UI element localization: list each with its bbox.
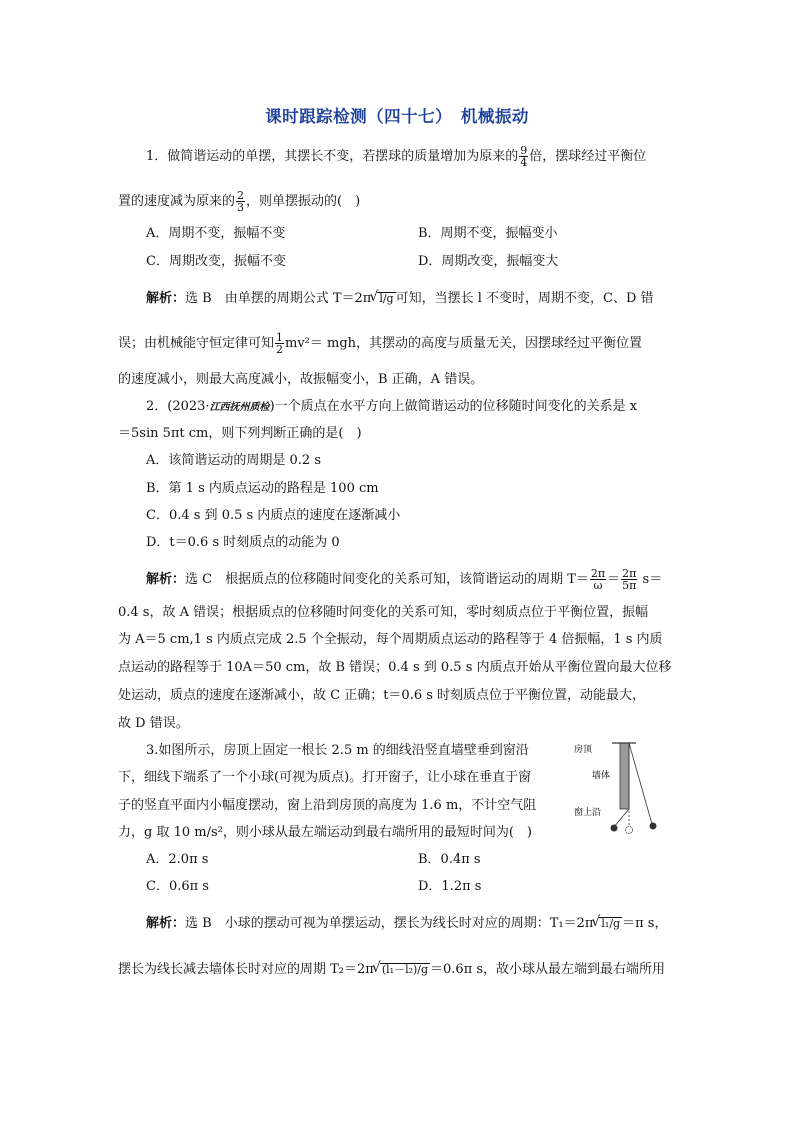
q3-option-c: C．0.6π s (146, 879, 209, 894)
q1-sqrt: √ l/g (377, 292, 395, 305)
q2-option-a: A．该简谐运动的周期是 0.2 s (146, 453, 321, 468)
q1-text-b: 倍，摆球经过平衡位 (529, 149, 647, 164)
pendulum-figure (572, 740, 672, 835)
frac-num: 2π (590, 567, 606, 580)
q1-text-d: ，则单摆振动的( ) (246, 194, 361, 209)
frac-num: 9 (520, 144, 528, 157)
q2-option-b: B．第 1 s 内质点运动的路程是 100 cm (146, 481, 379, 496)
q2-answer-line5: 处运动，质点的速度在逐渐减小，故 C 正确；t＝0.6 s 时刻质点位于平衡位置，动能最大， (118, 688, 646, 703)
q2-source: 江西抚州质检 (209, 402, 270, 413)
fig-label-roof: 房顶 (574, 744, 593, 754)
q1-ans-fraction (275, 332, 284, 355)
q2-ans-fraction1 (590, 568, 606, 591)
frac-den: 2 (276, 343, 284, 356)
ball-right (650, 823, 657, 830)
fig-label-window: 窗上沿 (574, 807, 602, 817)
ball-rest (626, 827, 633, 834)
q2-ans-text: ＝ (607, 572, 621, 587)
answer-label: 解析： (146, 916, 186, 931)
frac-num: 2π (622, 567, 637, 580)
q2-stem-line1 (146, 397, 706, 418)
frac-den: 5π (622, 579, 637, 592)
q3-stem-line2: 下，细线下端系了一个小球(可视为质点)。打开窗子，让小球在垂直于窗 (118, 770, 532, 785)
q1-answer-line1 (146, 289, 706, 309)
q1-option-a: A．周期不变，振幅不变 (146, 226, 286, 241)
q1-option-d: D．周期改变，振幅变大 (418, 254, 559, 269)
q1-fraction (519, 145, 528, 168)
q3-answer-line1 (146, 914, 706, 934)
q1-stem-line1 (146, 145, 706, 168)
wall-block (620, 743, 629, 809)
q1-fraction2 (236, 190, 245, 213)
q2-ans-text: 选 C 根据质点的位移随时间变化的关系可知，该简谐运动的周期 T＝ (185, 572, 589, 587)
q3-stem-line3: 子的竖直平面内小幅度摆动，窗上沿到房顶的高度为 1.6 m，不计空气阻 (118, 798, 537, 813)
q1-ans-text: 误；由机械能守恒定律可知 (118, 336, 275, 351)
page-title: 课时跟踪检测（四十七） 机械振动 (265, 107, 529, 126)
q3-ans-text: ＝π s， (622, 916, 668, 931)
frac-den: 3 (237, 201, 245, 214)
q1-answer-line2 (118, 332, 678, 355)
q3-ans-text: 摆长为线长减去墙体长时对应的周期 T₂＝2π (118, 962, 374, 977)
answer-label: 解析： (146, 572, 186, 587)
string-right (629, 743, 652, 824)
q3-ans-text: 选 B 小球的摆动可视为单摆运动，摆长为线长时对应的周期：T₁＝2π (185, 916, 594, 931)
q1-option-b: B．周期不变，振幅变小 (418, 226, 558, 241)
q1-ans-text: mv²＝ mgh，其摆动的高度与质量无关，因摆球经过平衡位置 (285, 336, 643, 351)
q1-text-a: 1．做简谐运动的单摆，其摆长不变，若摆球的质量增加为原来的 (146, 149, 519, 164)
q2-answer-line1 (146, 568, 706, 591)
q3-stem-line4: 力，g 取 10 m/s²，则小球从最左端运动到最右端所用的最短时间为( ) (118, 825, 532, 840)
q3-option-a: A．2.0π s (146, 852, 209, 867)
frac-den: 4 (520, 156, 528, 169)
q1-ans-text: 选 B 由单摆的周期公式 T＝2π (185, 291, 372, 306)
frac-num: 2 (237, 189, 245, 202)
q3-stem-line1: 3.如图所示，房顶上固定一根长 2.5 m 的细线沿竖直墙壁垂到窗沿 (146, 743, 529, 758)
fig-label-wall: 墙体 (592, 770, 611, 780)
q3-answer-line2 (118, 960, 678, 980)
q3-option-d: D．1.2π s (418, 879, 482, 894)
q1-answer-line3: 的速度减小，则最大高度减小，故振幅变小，B 正确，A 错误。 (118, 372, 484, 387)
q2-text-b: )一个质点在水平方向上做简谐运动的位移随时间变化的关系是 x (269, 399, 638, 414)
q2-answer-line4: 点运动的路程等于 10A＝50 cm，故 B 错误；0.4 s 到 0.5 s 内质点开始从平衡位置向最大位移 (118, 660, 672, 675)
q1-text-c: 置的速度减为原来的 (118, 194, 236, 209)
q3-sqrt1: √ l₁/g (599, 917, 622, 930)
q2-ans-fraction2 (621, 568, 637, 591)
frac-num: 1 (276, 331, 284, 344)
q2-option-d: D．t＝0.6 s 时刻质点的动能为 0 (146, 535, 340, 550)
q2-text-a: 2．(2023· (146, 399, 210, 414)
q2-option-c: C．0.4 s 到 0.5 s 内质点的速度在逐渐减小 (146, 508, 401, 523)
q1-ans-text: 可知，当摆长 l 不变时，周期不变，C、D 错 (395, 291, 654, 306)
string-left (614, 809, 629, 827)
q2-answer-line6: 故 D 错误。 (118, 716, 189, 731)
q3-sqrt2: √ (l₁－l₂)/g (380, 963, 430, 976)
q2-stem-line2: ＝5sin 5πt cm，则下列判断正确的是( ) (118, 426, 362, 441)
q1-option-c: C．周期改变，振幅不变 (146, 254, 286, 269)
ball-left (611, 825, 618, 832)
q2-ans-text: s＝ (638, 572, 663, 587)
q2-answer-line2: 0.4 s，故 A 错误；根据质点的位移随时间变化的关系可知，零时刻质点位于平衡位置，振幅 (118, 605, 649, 620)
q3-ans-text: ＝0.6π s，故小球从最左端到最右端所用 (430, 962, 666, 977)
q2-answer-line3: 为 A＝5 cm,1 s 内质点完成 2.5 个全振动，每个周期质点运动的路程等于 4 倍振幅，1 s 内质 (118, 632, 663, 647)
q1-stem-line2 (118, 190, 678, 213)
answer-label: 解析： (146, 291, 186, 306)
frac-den: ω (593, 579, 603, 592)
q3-option-b: B．0.4π s (418, 852, 481, 867)
